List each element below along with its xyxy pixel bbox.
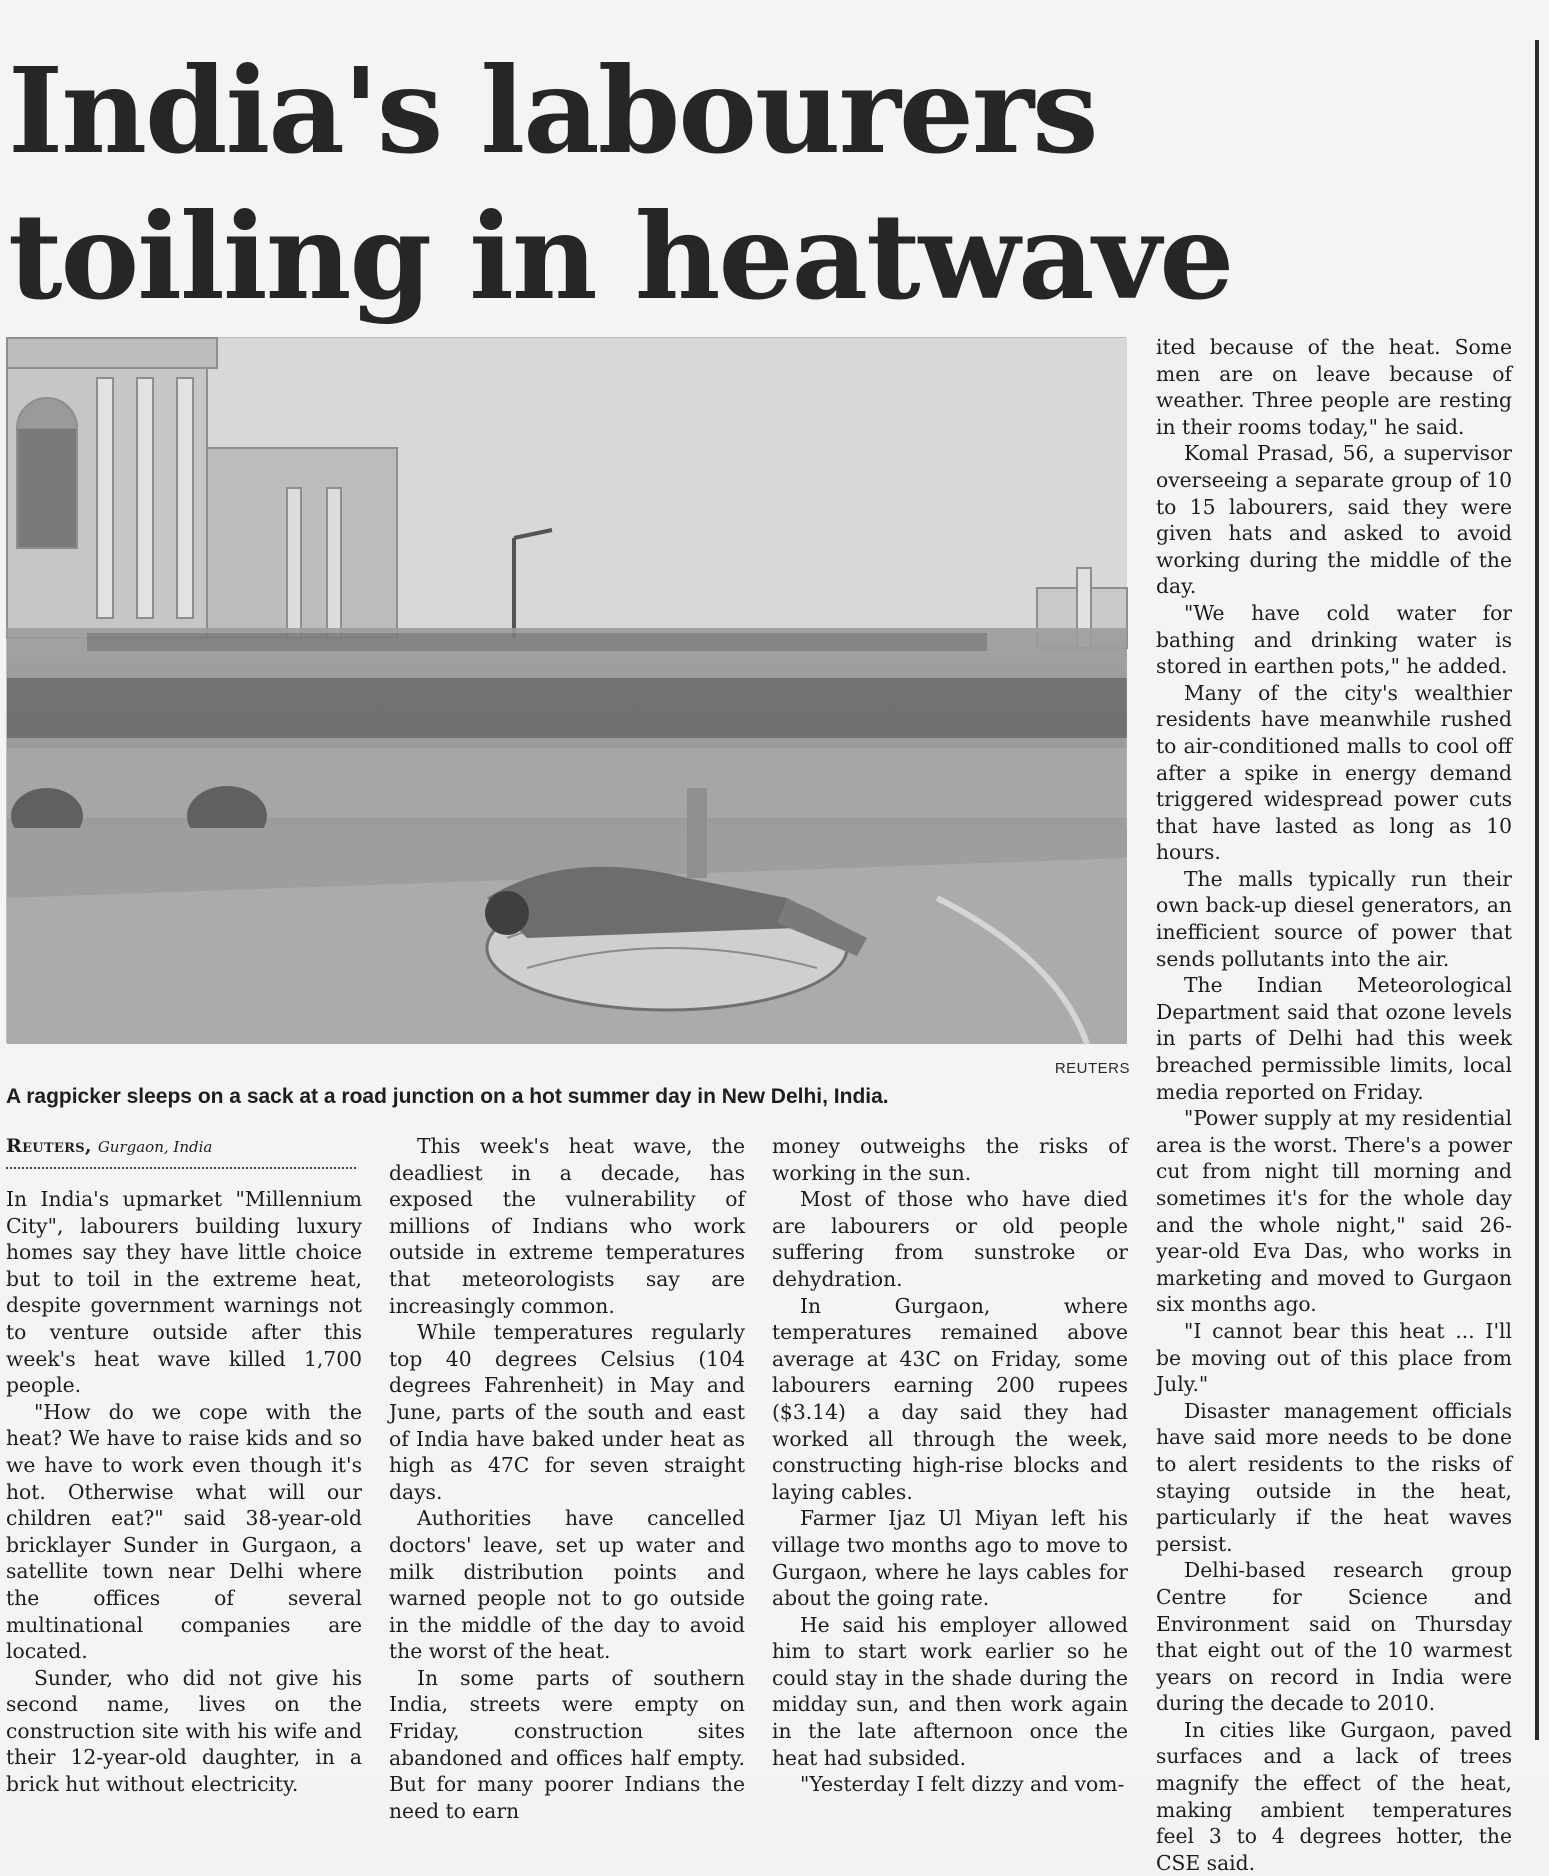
byline-agency: Reuters, bbox=[6, 1135, 92, 1157]
paragraph: Delhi-based research group Centre for Science and Environment said on Thursday that eight out of the 10 warmest years on record in India were during the decade to 2010. bbox=[1156, 1558, 1512, 1716]
paragraph: While temperatures regularly top 40 degrees Celsius (104 degrees Fahrenheit) in May and June, parts of the south and east of India have baked under heat as high as 47C for seven straight days. bbox=[389, 1320, 745, 1504]
photo-credit: REUTERS bbox=[1054, 1060, 1130, 1077]
article-column-1 bbox=[6, 1186, 362, 1798]
headline: India's labourers toiling in heatwave bbox=[8, 41, 1233, 326]
article-column-3 bbox=[772, 1133, 1128, 1798]
paragraph: The malls typically run their own back-up diesel generators, an inefficient source of power that sends pollutants into the air. bbox=[1156, 866, 1512, 971]
photo-caption: A ragpicker sleeps on a sack at a road junction on a hot summer day in New Delhi, India. bbox=[6, 1085, 889, 1108]
byline-place: Gurgaon, India bbox=[97, 1138, 213, 1156]
paragraph: "How do we cope with the heat? We have to raise kids and so we have to work even though it's hot. Otherwise what will our children eat?" said 38-year-old bricklayer Sunder in Gurgaon, a satellite town near Delhi where the offices of several multinational companies are located. bbox=[6, 1399, 362, 1664]
byline-divider bbox=[6, 1167, 356, 1171]
paragraph: "Power supply at my residential area is the worst. There's a power cut from night till morning and sometimes it's for the whole day and the whole night," said 26-year-old Eva Das, who works in marketing and moved to Gurgaon six months ago. bbox=[1156, 1106, 1512, 1317]
byline bbox=[6, 1135, 366, 1157]
paragraph: In some parts of southern India, streets were empty on Friday, construction sites abandoned and offices half empty. But for many poorer Indians the need to earn bbox=[389, 1665, 745, 1823]
paragraph: Sunder, who did not give his second name, lives on the construction site with his wife and their 12-year-old daughter, in a brick hut without electricity. bbox=[6, 1665, 362, 1797]
article-column-4 bbox=[1156, 334, 1512, 1876]
blurred-bus bbox=[7, 628, 1127, 846]
paragraph: "We have cold water for bathing and drinking water is stored in earthen pots," he added. bbox=[1156, 600, 1512, 679]
photo-illustration bbox=[7, 338, 1127, 1044]
paragraph: Many of the city's wealthier residents have meanwhile rushed to air-conditioned malls to cool off after a spike in energy demand triggered widespread power cuts that have lasted as long as 10 hours. bbox=[1156, 680, 1512, 865]
paragraph: Authorities have cancelled doctors' leave, set up water and milk distribution points and warned people not to go outside in the middle of the day to avoid the worst of the heat. bbox=[389, 1506, 745, 1664]
paragraph: Komal Prasad, 56, a supervisor overseeing a separate group of 10 to 15 labourers, said they were given hats and asked to avoid working during the middle of the day. bbox=[1156, 441, 1512, 599]
paragraph: "I cannot bear this heat ... I'll be moving out of this place from July." bbox=[1156, 1318, 1512, 1397]
article-column-2 bbox=[389, 1133, 745, 1824]
paragraph: In India's upmarket "Millennium City", labourers building luxury homes say they have little choice but to toil in the extreme heat, despite government warnings not to venture outside after this week's heat wave killed 1,700 people. bbox=[6, 1187, 362, 1398]
paragraph: Most of those who have died are labourers or old people suffering from sunstroke or dehydration. bbox=[772, 1187, 1128, 1291]
paragraph: This week's heat wave, the deadliest in a decade, has exposed the vulnerability of millions of Indians who work outside in extreme temperatures that meteorologists say are increasingly common. bbox=[389, 1134, 745, 1318]
paragraph: In Gurgaon, where temperatures remained above average at 43C on Friday, some labourers earning 200 rupees ($3.14) a day said they had worked all through the week, constructing high-rise blocks and laying cables. bbox=[772, 1293, 1128, 1504]
paragraph: Farmer Ijaz Ul Miyan left his village two months ago to move to Gurgaon, where he lays cables for about the going rate. bbox=[772, 1506, 1128, 1611]
paragraph: In cities like Gurgaon, paved surfaces and a lack of trees magnify the effect of the heat, making ambient temperatures feel 3 to 4 degrees hotter, the CSE said. bbox=[1156, 1717, 1512, 1875]
paragraph: Disaster management officials have said more needs to be done to alert residents to the risks of staying outside in the heat, particularly if the heat waves persist. bbox=[1156, 1398, 1512, 1556]
paragraph: money outweighs the risks of working in the sun. bbox=[772, 1134, 1128, 1185]
paragraph: He said his employer allowed him to start work earlier so he could stay in the shade during the midday sun, and then work again in the late afternoon once the heat had subsided. bbox=[772, 1612, 1128, 1770]
news-photo bbox=[6, 337, 1126, 1043]
paragraph: "Yesterday I felt dizzy and vom- bbox=[800, 1772, 1125, 1797]
paragraph: ited because of the heat. Some men are on leave because of weather. Three people are resting in their rooms today," he said. bbox=[1156, 335, 1512, 439]
paragraph: The Indian Meteorological Department said that ozone levels in parts of Delhi had this week breached permissible limits, local media reported on Friday. bbox=[1156, 973, 1512, 1104]
